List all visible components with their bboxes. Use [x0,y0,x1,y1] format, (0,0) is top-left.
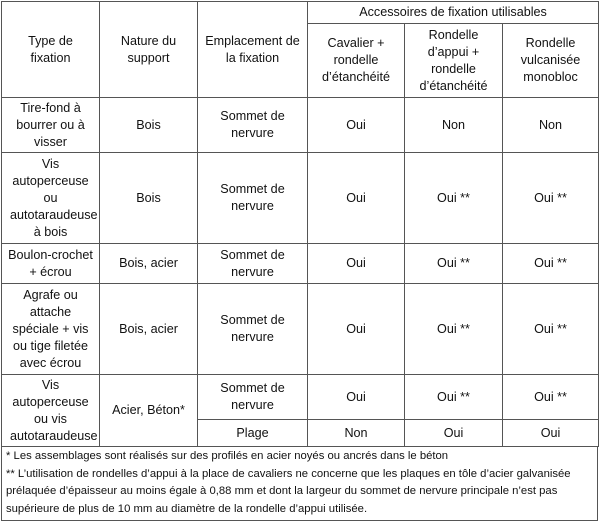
table-row [2,244,599,284]
table-row [2,375,599,420]
cell-appui: Oui ** [405,375,503,420]
cell-type: Tire-fond à bourrer ou à visser [2,98,100,153]
cell-vulcanisee: Oui ** [503,375,599,420]
fixation-table-document [1,1,599,525]
cell-emplacement: Sommet de nervure [198,375,308,420]
cell-vulcanisee: Oui [503,420,599,447]
cell-cavalier: Oui [308,153,405,244]
cell-type: Vis autoperceuse ou vis autotaraudeuse [2,375,100,447]
cell-cavalier: Oui [308,98,405,153]
header-emplacement: Emplacement de la fixation [198,2,308,98]
footnote-2: ** L’utilisation de rondelles d’appui à la place de cavaliers ne concerne que les plaques en tôle d’acier galvanisée prélaquée d’épaisseur au moins égale à 0,88 mm et dont la largeur du sommet de nervure principale n’est pas supérieure de plus de 10 mm au diamètre de la rondelle d’appui utilisée. [6,467,571,515]
fixation-table [1,1,599,447]
cell-cavalier: Oui [308,244,405,284]
cell-nature: Bois, acier [100,244,198,284]
cell-nature: Bois [100,98,198,153]
cell-appui: Oui ** [405,153,503,244]
cell-emplacement: Sommet de nervure [198,98,308,153]
header-rondelle-appui: Rondelle d’appui + rondelle d’étanchéité [405,24,503,98]
cell-vulcanisee: Oui ** [503,284,599,375]
cell-cavalier: Oui [308,375,405,420]
footnotes [1,447,598,521]
header-rondelle-vulcanisee: Rondelle vulcanisée monobloc [503,24,599,98]
table-row [2,98,599,153]
cell-appui: Oui [405,420,503,447]
cell-appui: Oui ** [405,244,503,284]
table-row [2,153,599,244]
cell-vulcanisee: Oui ** [503,244,599,284]
cell-vulcanisee: Oui ** [503,153,599,244]
cell-appui: Oui ** [405,284,503,375]
cell-type: Vis autoperceuse ou autotaraudeuse à bois [2,153,100,244]
cell-emplacement: Sommet de nervure [198,153,308,244]
cell-type: Agrafe ou attache spéciale + vis ou tige filetée avec écrou [2,284,100,375]
cell-nature: Bois, acier [100,284,198,375]
cell-emplacement: Sommet de nervure [198,284,308,375]
cell-appui: Non [405,98,503,153]
cell-cavalier: Oui [308,284,405,375]
cell-emplacement: Plage [198,420,308,447]
header-accessoires: Accessoires de fixation utilisables [308,2,599,24]
header-cavalier: Cavalier + rondelle d’étanchéité [308,24,405,98]
cell-nature: Bois [100,153,198,244]
table-row [2,284,599,375]
cell-type: Boulon-crochet + écrou [2,244,100,284]
cell-emplacement: Sommet de nervure [198,244,308,284]
cell-vulcanisee: Non [503,98,599,153]
footnote-1: * Les assemblages sont réalisés sur des profilés en acier noyés ou ancrés dans le béton [6,450,449,462]
cell-nature: Acier, Béton* [100,375,198,447]
cell-cavalier: Non [308,420,405,447]
header-type: Type de fixation [2,2,100,98]
header-nature: Nature du support [100,2,198,98]
